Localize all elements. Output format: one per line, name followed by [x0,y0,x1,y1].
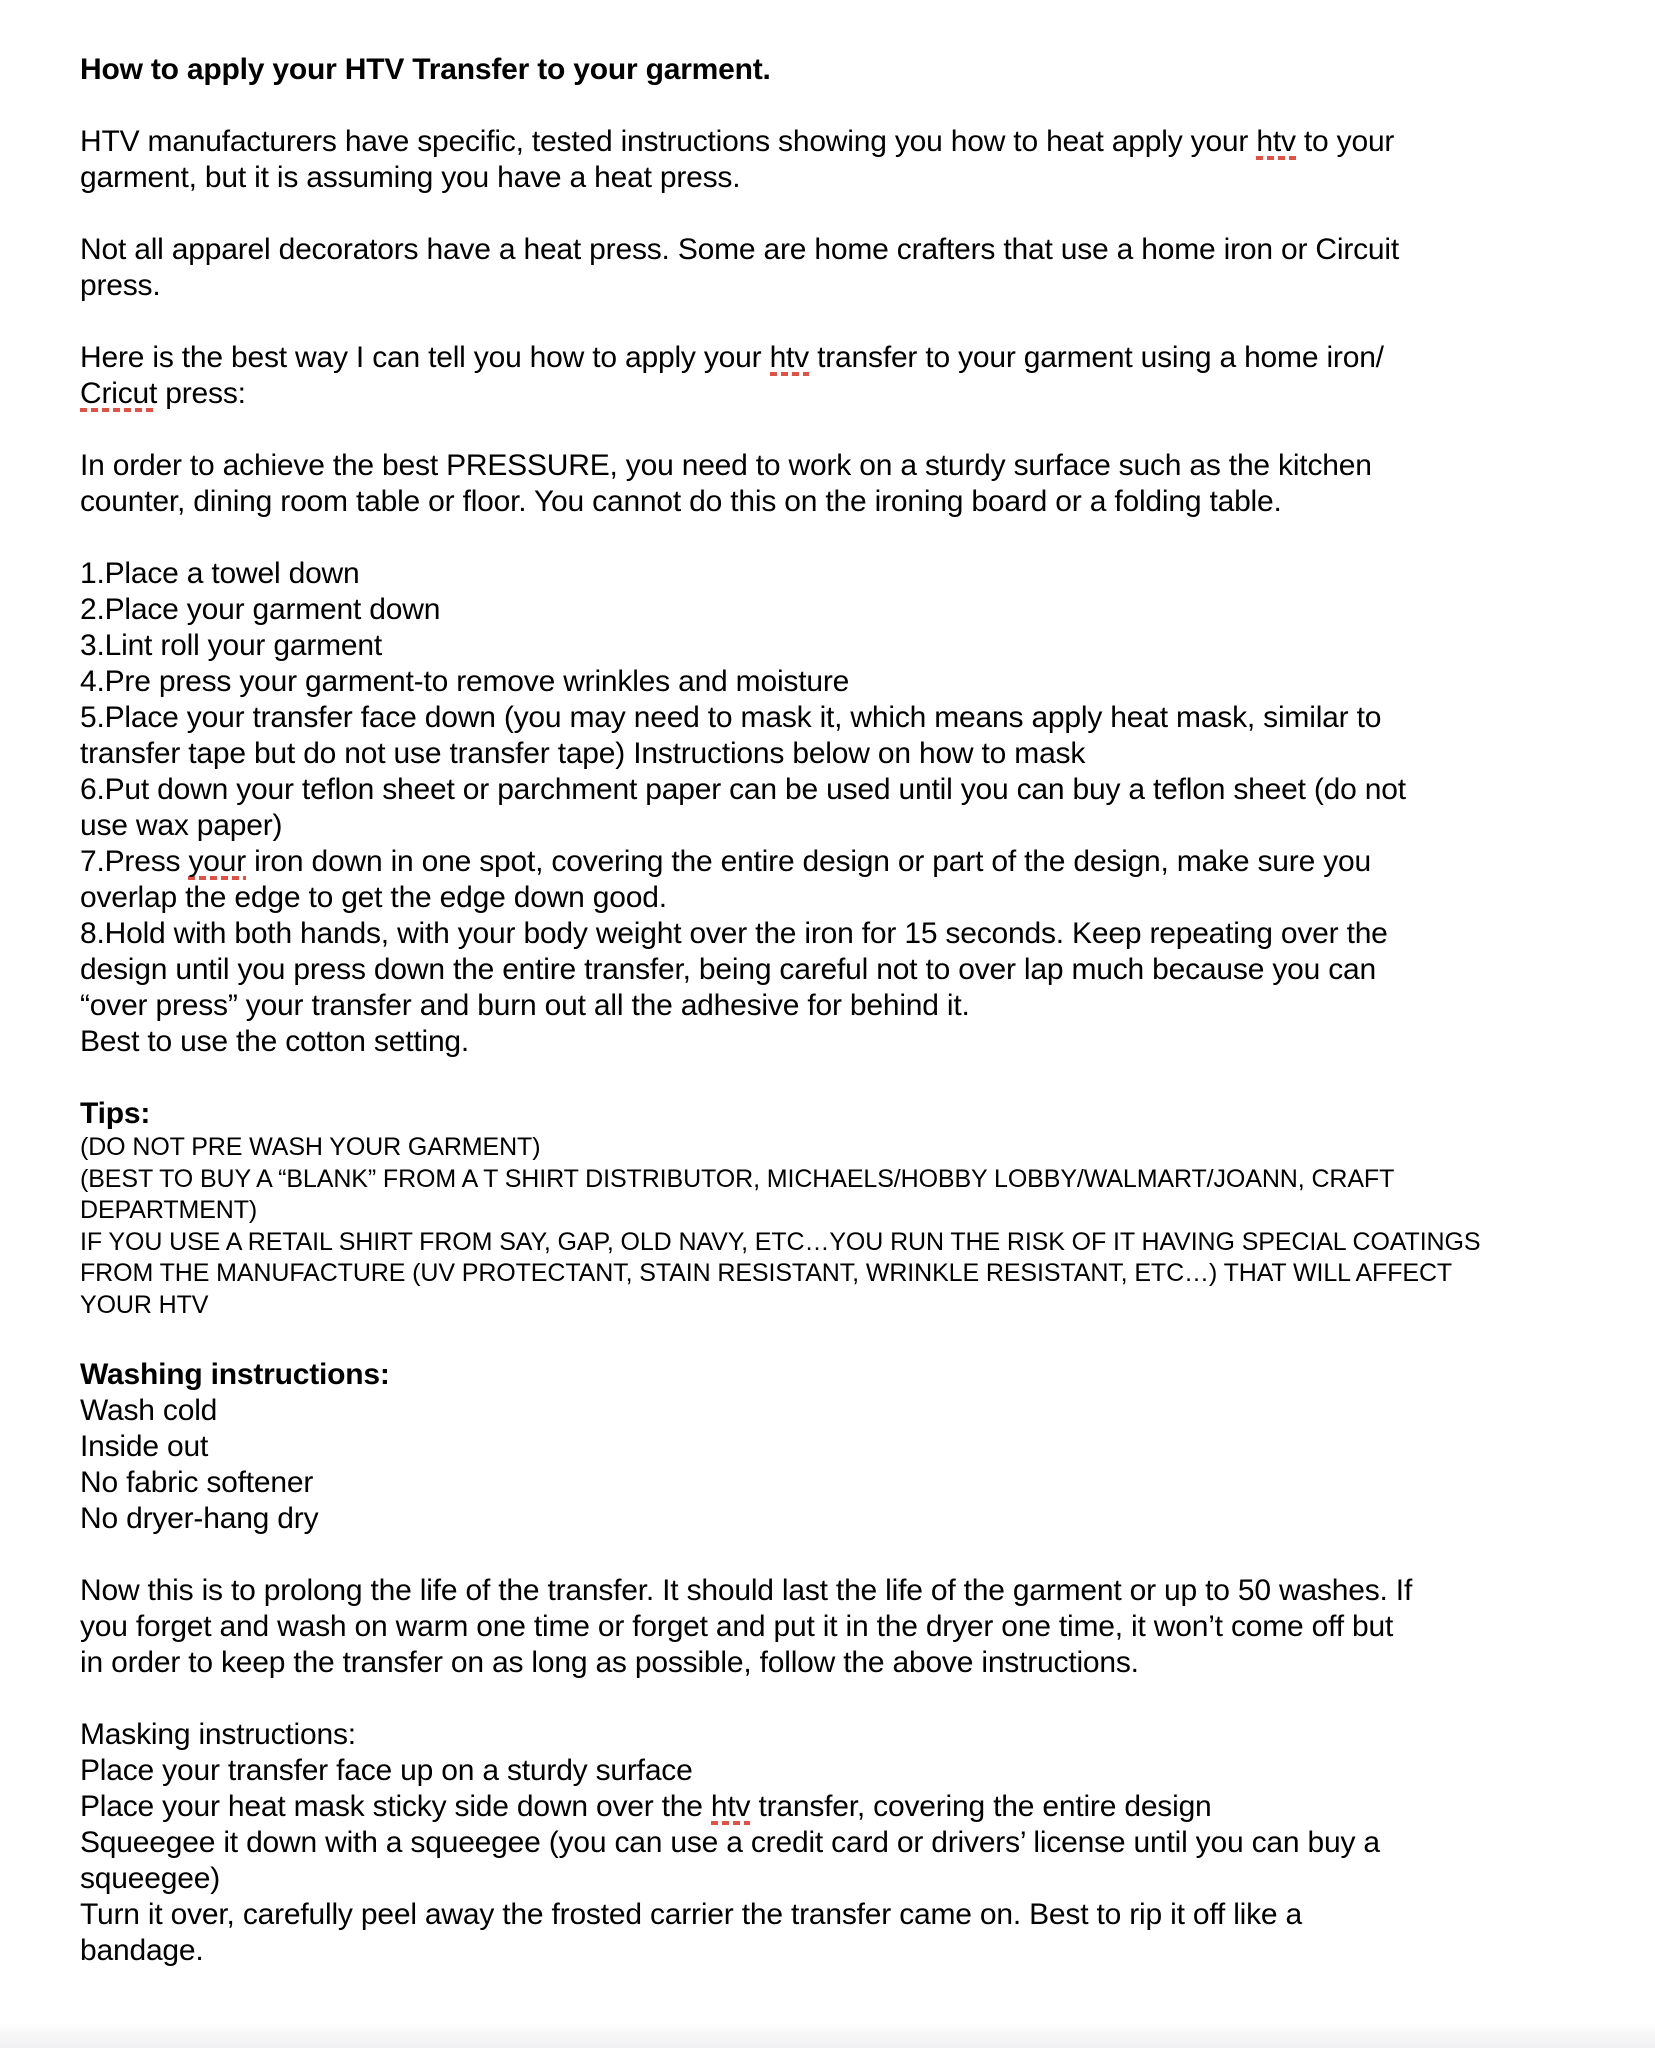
text-line: Place your transfer face up on a sturdy surface [80,1754,693,1787]
text-line: Inside out [80,1430,209,1463]
text-line: (BEST TO BUY A “BLANK” FROM A T SHIRT DISTRIBUTOR, MICHAELS/HOBBY LOBBY/WALMART/JOANN, CRAFT [80,1164,1395,1193]
spellcheck-underlined-word: Cricut [80,377,158,410]
spellcheck-underlined-word: htv [1256,125,1296,158]
text-line: squeegee) [80,1862,220,1895]
text-line: 6.Put down your teflon sheet or parchment paper can be used until you can buy a teflon sheet (do not [80,773,1406,806]
document-content [80,52,1610,1969]
text-line: How to apply your HTV Transfer to your garment. [80,53,771,86]
text-line: 2.Place your garment down [80,593,441,626]
text-line: Best to use the cotton setting. [80,1025,470,1058]
tips-section [80,1096,1610,1321]
text-line: IF YOU USE A RETAIL SHIRT FROM SAY, GAP, OLD NAVY, ETC…YOU RUN THE RISK OF IT HAVING SPECIAL COATINGS [80,1227,1481,1256]
text-line: in order to keep the transfer on as long as possible, follow the above instructions. [80,1646,1139,1679]
steps-list [80,556,1610,1060]
text-line: Wash cold [80,1394,218,1427]
text-line: Cricut press: [80,377,246,410]
text-line: DEPARTMENT) [80,1196,258,1224]
best-way-paragraph [80,340,1610,412]
longevity-paragraph [80,1573,1610,1681]
text-line: Now this is to prolong the life of the transfer. It should last the life of the garment or up to 50 washes. If [80,1574,1413,1607]
text-line: Not all apparel decorators have a heat press. Some are home crafters that use a home iron or Circuit [80,233,1399,266]
text-line: Tips: [80,1097,151,1130]
text-line: bandage. [80,1934,204,1967]
text-line: Masking instructions: [80,1718,356,1751]
text-line: FROM THE MANUFACTURE (UV PROTECTANT, STAIN RESISTANT, WRINKLE RESISTANT, ETC…) THAT WILL AFFECT [80,1259,1453,1287]
text-line: (DO NOT PRE WASH YOUR GARMENT) [80,1133,541,1161]
text-line: Turn it over, carefully peel away the frosted carrier the transfer came on. Best to rip it off like a [80,1898,1303,1931]
title [80,52,1610,88]
text-line: In order to achieve the best PRESSURE, you need to work on a sturdy surface such as the kitchen [80,449,1372,482]
text-line: 3.Lint roll your garment [80,629,383,662]
intro-paragraph [80,124,1610,196]
text-line: press. [80,269,161,302]
text-line: 4.Pre press your garment-to remove wrinkles and moisture [80,665,850,698]
text-line: overlap the edge to get the edge down good. [80,881,667,914]
spellcheck-underlined-word: htv [710,1790,751,1823]
no-heat-press-paragraph [80,232,1610,304]
text-line: Place your heat mask sticky side down over the htv transfer, covering the entire design [80,1790,1212,1823]
text-line: “over press” your transfer and burn out all the adhesive for behind it. [80,989,970,1022]
pressure-paragraph [80,448,1610,520]
washing-instructions [80,1357,1610,1537]
text-line: Here is the best way I can tell you how to apply your htv transfer to your garment using a home iron/ [80,341,1384,374]
text-line: garment, but it is assuming you have a heat press. [80,161,741,194]
text-line: 7.Press your iron down in one spot, covering the entire design or part of the design, make sure you [80,845,1371,878]
text-line: use wax paper) [80,809,283,842]
text-line: Squeegee it down with a squeegee (you can use a credit card or drivers’ license until you can buy a [80,1826,1380,1859]
masking-instructions [80,1717,1610,1969]
text-line: No dryer-hang dry [80,1502,319,1535]
text-line: Washing instructions: [80,1358,390,1391]
text-line: No fabric softener [80,1466,314,1499]
text-line: HTV manufacturers have specific, tested instructions showing you how to heat apply your htv to your [80,125,1395,158]
text-line: 1.Place a towel down [80,557,360,590]
spellcheck-underlined-word: htv [769,341,809,374]
text-line: you forget and wash on warm one time or forget and put it in the dryer one time, it won’t come off but [80,1610,1394,1643]
text-line: 8.Hold with both hands, with your body weight over the iron for 15 seconds. Keep repeating over the [80,917,1388,950]
text-line: YOUR HTV [80,1290,209,1319]
spellcheck-underlined-word: your [188,845,247,878]
text-line: design until you press down the entire transfer, being careful not to over lap much because you can [80,953,1376,986]
text-line: counter, dining room table or floor. You cannot do this on the ironing board or a folding table. [80,485,1282,518]
text-line: transfer tape but do not use transfer tape) Instructions below on how to mask [80,737,1086,770]
text-line: 5.Place your transfer face down (you may need to mask it, which means apply heat mask, similar to [80,701,1382,734]
bottom-edge-strip [0,2022,1655,2048]
